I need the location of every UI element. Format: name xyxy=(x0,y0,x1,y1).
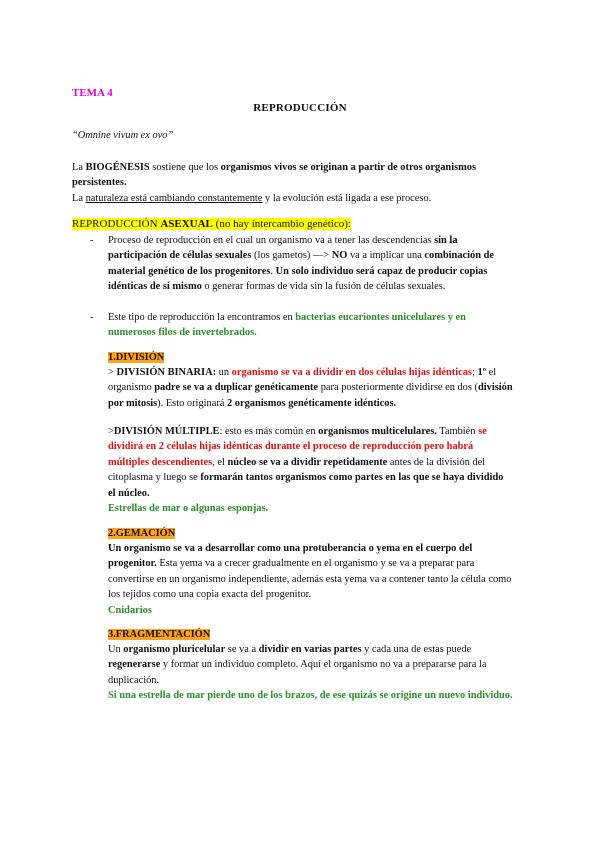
example-fragmentacion: Si una estrella de mar pierde uno de los brazos, de ese quizás se origine un nuevo individuo. xyxy=(108,690,513,702)
division-binaria: > DIVISIÓN BINARIA: un organismo se va a dividir en dos células hijas idénticas; 1º el organismo padre se va a duplicar genéticamente para posteriormente dividirse en dos (división por mitosis). Esto originará 2 organismos genéticamente idénticos. xyxy=(108,367,513,409)
quote: “Omnine vivum ex ovo” xyxy=(72,130,174,141)
example-gemacion: Cnidarios xyxy=(108,604,152,616)
heading-fragmentacion: 3.FRAGMENTACIÓN xyxy=(108,629,211,640)
intro-paragraph xyxy=(72,160,512,206)
fragmentacion-paragraph: Un organismo pluricelular se va a dividir en varias partes y cada una de estas puede regenerarse y formar un individuo completo. Aquí el organismo no va a prepararse para la duplicación. Si una estrella de mar pierde uno de los brazos, de ese quizás se origine un nuevo individuo. xyxy=(108,642,513,704)
division-multiple: >DIVISIÓN MÚLTIPLE: esto es más común en organismos multicelulares. También se dividirá en 2 células hijas idénticas durante el proceso de reproducción pero habrá múltiples descendientes, el núcleo se va a dividir repetidamente antes de la división del citoplasma y luego se formarán tantos organismos como partes en las que se haya dividido el núcleo. Estrellas de mar o algunas esponjas. xyxy=(108,424,513,516)
heading-gemacion: 2.GEMACIÓN xyxy=(108,528,176,539)
intro-line-2: La naturaleza está cambiando constantemente y la evolución está ligada a ese proceso. xyxy=(72,192,432,204)
intro-line-1: La BIOGÉNESIS sostiene que los organismos vivos se originan a partir de otros organismos persistentes. xyxy=(72,162,477,189)
gemacion-paragraph: Un organismo se va a desarrollar como una protuberancia o yema en el cuerpo del progenitor. Esta yema va a crecer gradualmente en el organismo y se va a preparar para convertirse en un organismo independiente, además esta yema va a contener tanto la célula como los tejidos como una copia exacta del progenitor. Cnidarios xyxy=(108,541,513,618)
section-heading-asexual: REPRODUCCIÓN ASEXUAL (no hay intercambio genético): xyxy=(72,218,351,230)
topic-number: TEMA 4 xyxy=(72,87,113,99)
list-item: - Proceso de reproducción en el cual un organismo va a tener las descendencias sin la participación de células sexuales (los gametos) —> NO va a implicar una combinación de material genético de los progenitores. Un solo individuo será capaz de producir copias idénticas de sí mismo o generar formas de vida sin la fusión de células sexuales. xyxy=(72,233,512,295)
page-title: REPRODUCCIÓN xyxy=(253,102,347,114)
asexual-list xyxy=(72,233,512,355)
example-division: Estrellas de mar o algunas esponjas. xyxy=(108,503,269,515)
heading-division: 1.DIVISIÓN xyxy=(108,352,165,363)
list-item: - Este tipo de reproducción la encontramos en bacterias eucariontes unicelulares y en numerosos filos de invertebrados. xyxy=(72,310,512,341)
